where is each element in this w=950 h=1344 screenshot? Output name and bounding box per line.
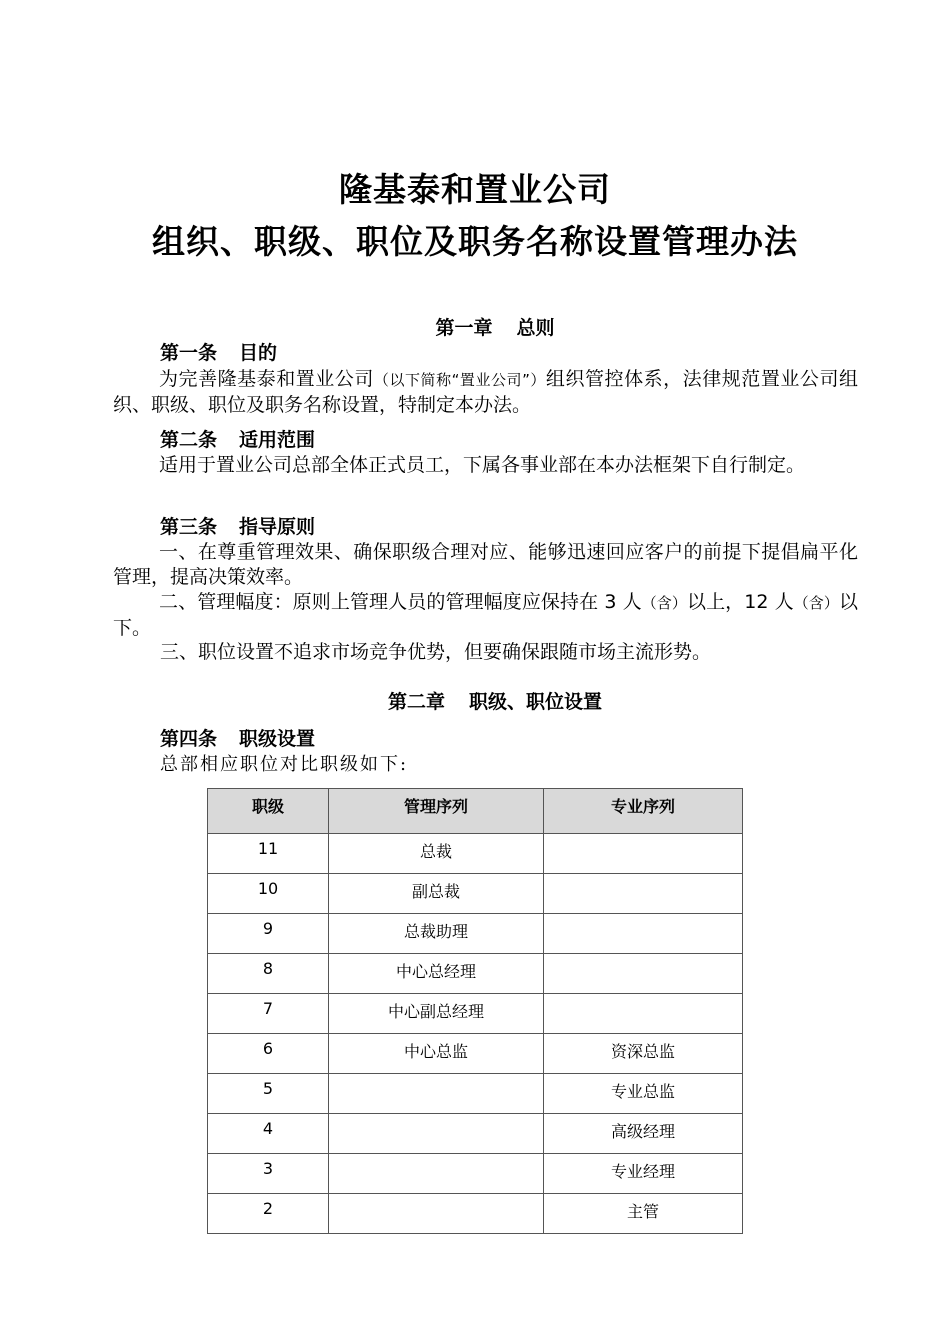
professional-cell: 主管 [544, 1194, 743, 1234]
article-1-name: 目的 [239, 342, 278, 364]
table-row [208, 954, 743, 994]
article-3-item-1: 一、在尊重管理效果、确保职级合理对应、能够迅速回应客户的前提下提倡扁平化管理，提高决策效率。 [113, 541, 858, 588]
professional-cell [544, 834, 743, 874]
article-1-text [113, 367, 858, 418]
header-level: 职级 [208, 789, 329, 834]
article-2-heading [160, 428, 315, 452]
management-cell: 副总裁 [329, 874, 544, 914]
article-2-name: 适用范围 [239, 429, 316, 451]
management-cell [329, 1074, 544, 1114]
level-cell: 11 [208, 834, 329, 874]
article-2-text: 适用于置业公司总部全体正式员工，下属各事业部在本办法框架下自行制定。 [159, 454, 806, 476]
professional-cell [544, 994, 743, 1034]
article-3-label: 第三条 [160, 516, 218, 538]
professional-cell [544, 874, 743, 914]
level-cell: 2 [208, 1194, 329, 1234]
document-title-line2: 组织、职级、职位及职务名称设置管理办法 [152, 222, 798, 261]
article-1-text-a: 为完善隆基泰和置业公司 [159, 368, 374, 390]
level-cell: 10 [208, 874, 329, 914]
level-cell: 8 [208, 954, 329, 994]
article-4-intro: 总部相应职位对比职级如下: [160, 754, 409, 775]
professional-cell: 专业经理 [544, 1154, 743, 1194]
chapter-1-heading [0, 316, 950, 340]
professional-cell [544, 914, 743, 954]
article-4-label: 第四条 [160, 728, 218, 750]
chapter-1-name: 总则 [516, 317, 555, 339]
table-row [208, 1074, 743, 1114]
level-cell: 7 [208, 994, 329, 1034]
management-cell [329, 1194, 544, 1234]
management-cell [329, 1114, 544, 1154]
article-3-item-3: 三、职位设置不追求市场竞争优势，但要确保跟随市场主流形势。 [160, 641, 712, 663]
level-cell: 4 [208, 1114, 329, 1154]
article-1-heading [160, 341, 277, 365]
level-cell: 9 [208, 914, 329, 954]
table-row [208, 994, 743, 1034]
article-3-item-2-b: 以上，12 人 [686, 591, 794, 613]
article-3-item-2-c: 以下。 [113, 591, 858, 639]
article-3-item-2-han1: （含） [641, 594, 687, 612]
header-professional: 专业序列 [544, 789, 743, 834]
article-3-item-2-a: 二、管理幅度：原则上管理人员的管理幅度应保持在 3 人 [159, 591, 642, 613]
management-cell: 总裁 [329, 834, 544, 874]
management-cell: 中心副总经理 [329, 994, 544, 1034]
level-cell: 6 [208, 1034, 329, 1074]
chapter-2-heading [0, 690, 950, 714]
article-3-heading [160, 515, 315, 539]
article-1-text-b: 组织管控体系，法律规范置业公司组织、职级、职位及职务名称设置，特制定本办法。 [113, 368, 858, 416]
professional-cell [544, 954, 743, 994]
article-3-item-2-han2: （含） [793, 594, 839, 612]
article-1-label: 第一条 [160, 342, 218, 364]
job-level-table [207, 788, 743, 1234]
chapter-2-label: 第二章 [387, 691, 445, 713]
article-1-note: （以下简称“置业公司”） [373, 371, 546, 389]
chapter-1-label: 第一章 [435, 317, 493, 339]
table-row [208, 874, 743, 914]
management-cell: 中心总监 [329, 1034, 544, 1074]
chapter-2-name: 职级、职位设置 [469, 691, 603, 713]
level-cell: 5 [208, 1074, 329, 1114]
management-cell: 中心总经理 [329, 954, 544, 994]
table-row [208, 834, 743, 874]
article-2-label: 第二条 [160, 429, 218, 451]
table-row [208, 1194, 743, 1234]
table-row [208, 1154, 743, 1194]
management-cell [329, 1154, 544, 1194]
professional-cell: 高级经理 [544, 1114, 743, 1154]
management-cell: 总裁助理 [329, 914, 544, 954]
article-3-item-2 [113, 590, 858, 641]
level-cell: 3 [208, 1154, 329, 1194]
document-title-line1: 隆基泰和置业公司 [339, 170, 611, 209]
article-3-name: 指导原则 [239, 516, 316, 538]
table-row [208, 1114, 743, 1154]
article-4-heading [160, 727, 315, 751]
article-4-name: 职级设置 [239, 728, 316, 750]
table-header-row [208, 789, 743, 834]
table-row [208, 914, 743, 954]
professional-cell: 专业总监 [544, 1074, 743, 1114]
header-management: 管理序列 [329, 789, 544, 834]
table-row [208, 1034, 743, 1074]
professional-cell: 资深总监 [544, 1034, 743, 1074]
